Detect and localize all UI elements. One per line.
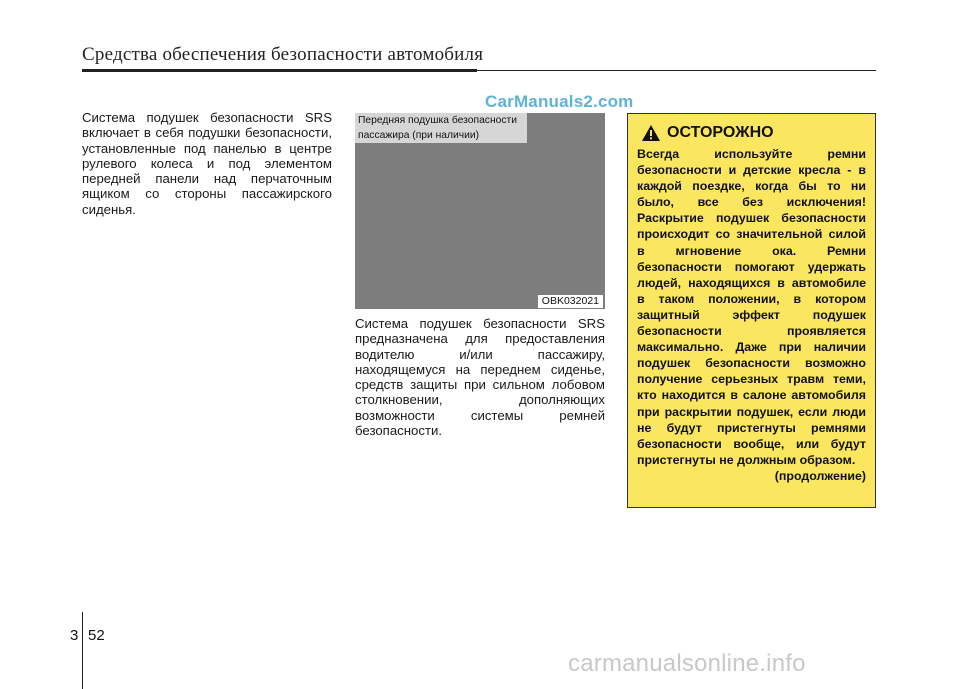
warning-continued: (продолжение): [774, 468, 866, 483]
warning-text: Всегда используйте ремни безопасности и детские кресла - в каждой поездке, когда бы то ни было, все без исключения! Раскрытие подушек безопасности происходит со значительной силой в мгновение ока. Ремни безопасности помогают удержать людей, находящихся в автомобиле в таком положении, в котором защитный эффект подушек безопасности проявляется максимально. Даже при наличии подушек безопасности возможно получение серьезных травм теми, кто находится в салоне автомобиля при раскрытии подушек, если люди не будут пристегнуты ремнями безопасности вообще, или будут пристегнуты не должным образом.: [637, 147, 866, 467]
srs-purpose-paragraph: Система подушек безопасности SRS предназначена для предоставления водителю и/или пассажиру, находящемуся на переднем сиденье, средств защиты при сильном лобовом столкновении, дополняющих возможности системы ремней безопасности.: [355, 316, 605, 439]
page-number: 52: [88, 627, 105, 644]
airbag-figure: [355, 113, 605, 309]
figure-code: OBK032021: [538, 295, 603, 308]
page-title: Средства обеспечения безопасности автомобиля: [82, 44, 484, 65]
watermark-carmanuals2[interactable]: CarManuals2.com: [485, 92, 634, 111]
warning-triangle-icon: [641, 124, 661, 142]
warning-title: ОСТОРОЖНО: [667, 124, 774, 141]
chapter-number: 3: [70, 627, 79, 644]
header-rule: [82, 69, 477, 72]
warning-header: [641, 124, 866, 142]
watermark-carmanualsonline[interactable]: carmanualsonline.info: [568, 650, 806, 677]
footer-divider: [82, 612, 83, 689]
header-rule-thin: [477, 70, 876, 71]
srs-intro-paragraph: Система подушек безопасности SRS включает в себя подушки безопасности, установленные под панелью в центре рулевого колеса и под элементом передней панели над перчаточным ящиком со стороны пассажирского сиденья.: [82, 110, 332, 217]
figure-caption: Передняя подушка безопасности пассажира (при наличии): [355, 113, 527, 143]
warning-box: [627, 113, 876, 508]
